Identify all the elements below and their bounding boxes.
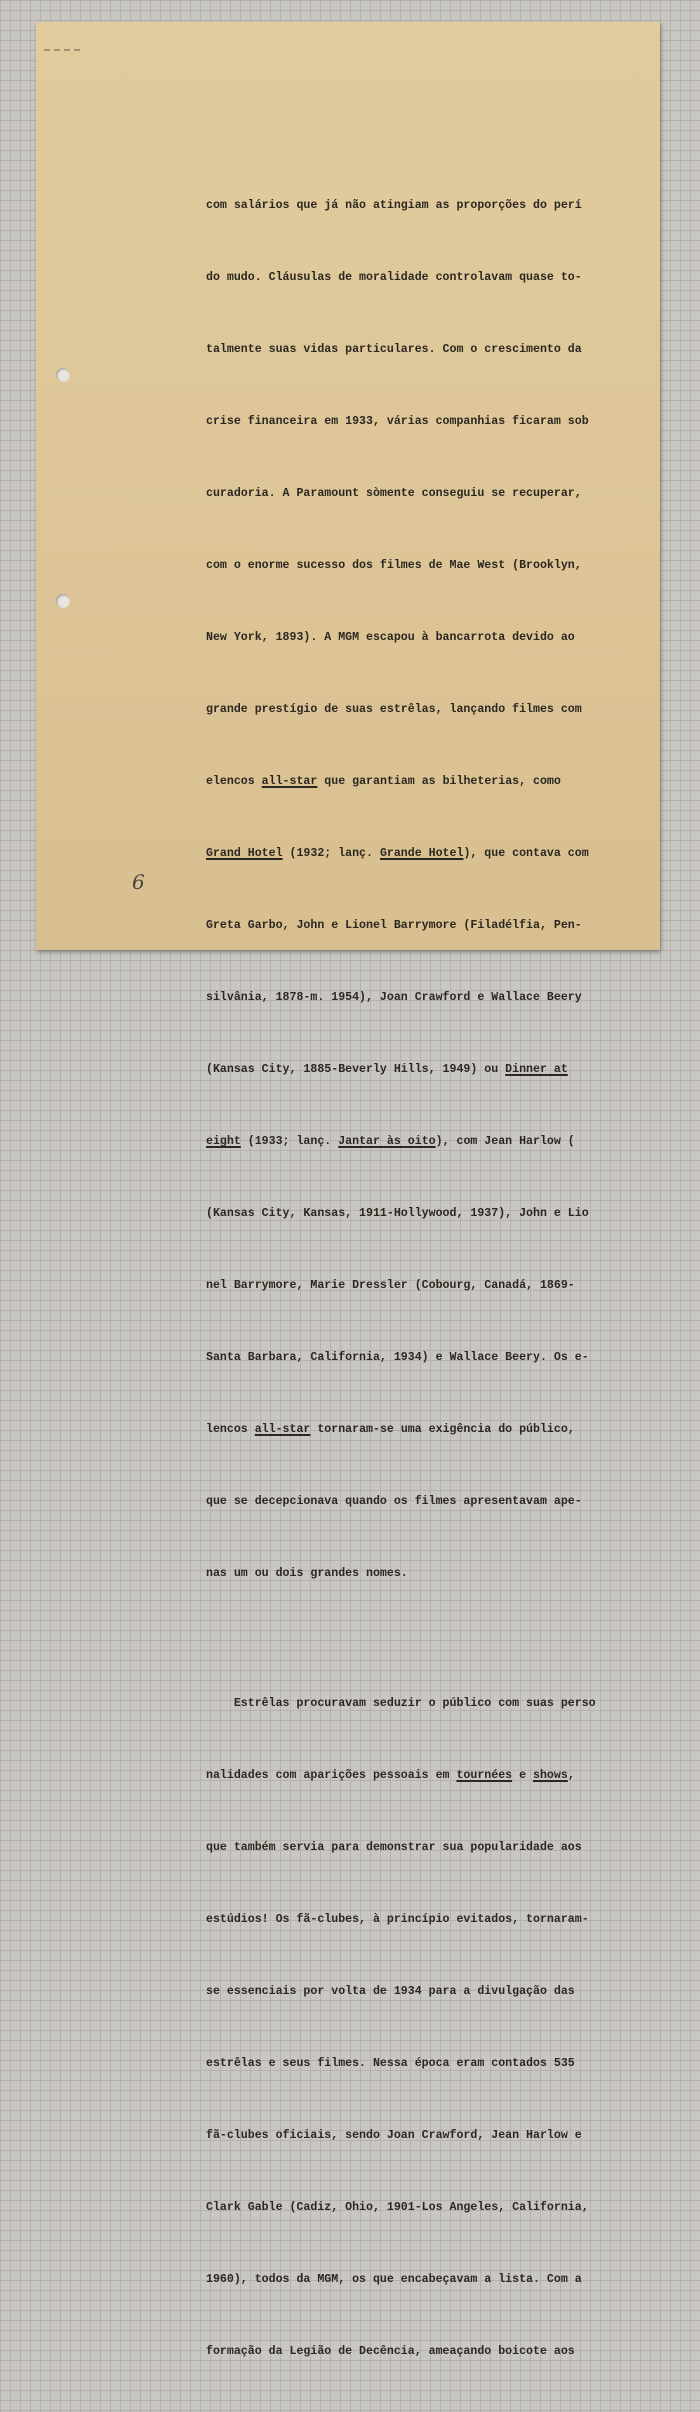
underlined-title: eight (206, 1135, 241, 1148)
underlined-term: all-star (261, 775, 318, 788)
underlined-term: tournées (456, 1769, 513, 1782)
text-line: nalidades com aparições pessoais em tournées e shows, (206, 1769, 575, 1782)
text-line: Clark Gable (Cadiz, Ohio, 1901-Los Angeles, California, (206, 2201, 589, 2214)
corner-mark (44, 49, 80, 53)
paragraph-gap (206, 1634, 626, 1644)
underlined-title: Jantar às oito (338, 1135, 436, 1148)
text-line: curadoria. A Paramount sòmente conseguiu se recuperar, (206, 487, 582, 500)
text-line: silvânia, 1878-m. 1954), Joan Crawford e Wallace Beery (206, 991, 582, 1004)
text-line: que também servia para demonstrar sua popularidade aos (206, 1841, 582, 1854)
text-line: grande prestígio de suas estrêlas, lançando filmes com (206, 703, 582, 716)
text-line: se essenciais por volta de 1934 para a divulgação das (206, 1985, 575, 1998)
underlined-title: Grande Hotel (379, 847, 464, 860)
underlined-term: shows (533, 1769, 568, 1782)
text-line: do mudo. Cláusulas de moralidade controlavam quase to- (206, 271, 582, 284)
text-line: eight (1933; lanç. Jantar às oito), com Jean Harlow ( (206, 1135, 575, 1148)
underlined-title: Dinner at (505, 1063, 568, 1076)
text-line: (Kansas City, Kansas, 1911-Hollywood, 1937), John e Lio (206, 1207, 589, 1220)
text-line: elencos all-star que garantiam as bilheterias, como (206, 775, 561, 788)
text-line: Estrêlas procuravam seduzir o público com suas perso (206, 1697, 596, 1710)
punch-hole (56, 594, 70, 608)
text-line: (Kansas City, 1885-Beverly Hills, 1949) ou Dinner at (206, 1063, 568, 1076)
text-line: que se decepcionava quando os filmes apresentavam ape- (206, 1495, 582, 1508)
text-line: com salários que já não atingiam as proporções do perí (206, 199, 582, 212)
page-number: 6 (132, 870, 145, 894)
text-line: estrêlas e seus filmes. Nessa época eram contados 535 (206, 2057, 575, 2070)
text-line: lencos all-star tornaram-se uma exigência do público, (206, 1423, 575, 1436)
typewritten-body (206, 146, 626, 2412)
text-line: nas um ou dois grandes nomes. (206, 1567, 408, 1580)
text-line: New York, 1893). A MGM escapou à bancarrota devido ao (206, 631, 575, 644)
text-line: com o enorme sucesso dos filmes de Mae West (Brooklyn, (206, 559, 582, 572)
text-line: nel Barrymore, Marie Dressler (Cobourg, Canadá, 1869- (206, 1279, 575, 1292)
text-line: crise financeira em 1933, várias companhias ficaram sob (206, 415, 589, 428)
typed-page (36, 22, 660, 2358)
punch-hole (56, 368, 70, 382)
text-line: Santa Barbara, California, 1934) e Wallace Beery. Os e- (206, 1351, 589, 1364)
underlined-term: all-star (254, 1423, 311, 1436)
underlined-title: Grand Hotel (206, 847, 283, 860)
text-line: estúdios! Os fã-clubes, à princípio evitados, tornaram- (206, 1913, 589, 1926)
text-line: Grand Hotel (1932; lanç. Grande Hotel), que contava com (206, 847, 589, 860)
text-line: talmente suas vidas particulares. Com o crescimento da (206, 343, 582, 356)
text-line: formação da Legião de Decência, ameaçando boicote aos (206, 2345, 575, 2358)
text-line: Greta Garbo, John e Lionel Barrymore (Filadélfia, Pen- (206, 919, 582, 932)
text-line: 1960), todos da MGM, os que encabeçavam a lista. Com a (206, 2273, 582, 2286)
text-line: fã-clubes oficiais, sendo Joan Crawford, Jean Harlow e (206, 2129, 582, 2142)
